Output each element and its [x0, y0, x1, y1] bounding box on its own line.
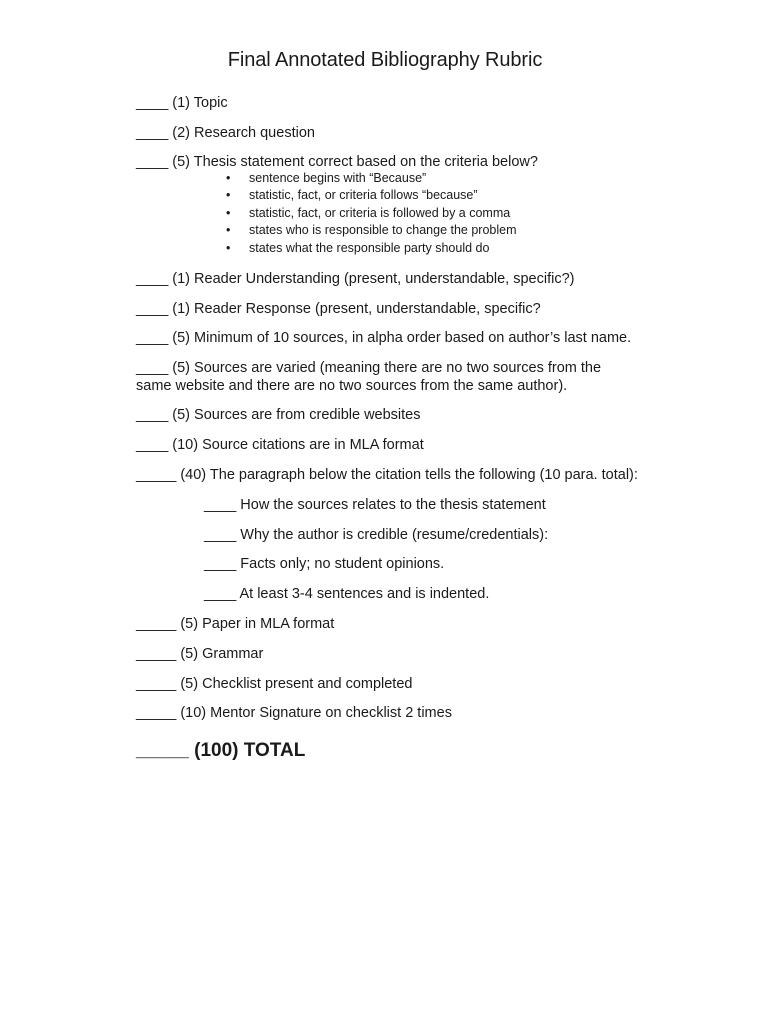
bullet-icon: • [226, 188, 231, 203]
paragraph-subitem-sentences: ____ At least 3-4 sentences and is indented. [204, 586, 490, 602]
thesis-criteria-list [222, 170, 517, 257]
list-item [222, 187, 517, 204]
rubric-item-topic: ____ (1) Topic [136, 95, 228, 111]
rubric-item-reader-response: ____ (1) Reader Response (present, understandable, specific? [136, 301, 541, 317]
list-item [222, 170, 517, 187]
rubric-item-credible-websites: ____ (5) Sources are from credible websites [136, 407, 421, 423]
criteria-text: statistic, fact, or criteria follows “because” [249, 188, 478, 203]
criteria-text: statistic, fact, or criteria is followed by a comma [249, 205, 511, 220]
list-item [222, 205, 517, 222]
rubric-item-sources-varied: ____ (5) Sources are varied (meaning there are no two sources from the same website and there are no two sources from the same author). [136, 360, 602, 394]
criteria-text: states who is responsible to change the problem [249, 223, 517, 238]
rubric-item-paper-mla: _____ (5) Paper in MLA format [136, 616, 335, 632]
bullet-icon: • [226, 240, 231, 255]
rubric-item-mentor-signature: _____ (10) Mentor Signature on checklist 2 times [136, 705, 452, 721]
paragraph-subitem-author-credible: ____ Why the author is credible (resume/credentials): [204, 527, 549, 543]
rubric-item-mla-citations: ____ (10) Source citations are in MLA format [136, 437, 424, 453]
rubric-total: _____ (100) TOTAL [136, 740, 306, 761]
rubric-item-research-question: ____ (2) Research question [136, 125, 315, 141]
rubric-item-reader-understanding: ____ (1) Reader Understanding (present, understandable, specific?) [136, 271, 575, 287]
rubric-item-minimum-sources: ____ (5) Minimum of 10 sources, in alpha order based on author’s last name. [136, 330, 632, 346]
page-title: Final Annotated Bibliography Rubric [227, 49, 543, 71]
rubric-item-thesis: ____ (5) Thesis statement correct based on the criteria below? [136, 154, 538, 170]
bullet-icon: • [226, 223, 231, 238]
bullet-icon: • [226, 171, 231, 185]
paragraph-subitem-facts-only: ____ Facts only; no student opinions. [204, 556, 445, 572]
list-item [222, 222, 517, 239]
bullet-icon: • [226, 205, 231, 220]
criteria-text: sentence begins with “Because” [249, 171, 427, 185]
rubric-item-checklist: _____ (5) Checklist present and completed [136, 676, 413, 692]
list-item [222, 240, 517, 257]
rubric-item-paragraph: _____ (40) The paragraph below the citation tells the following (10 para. total): [136, 467, 638, 483]
paragraph-subitem-thesis-relation: ____ How the sources relates to the thesis statement [204, 497, 546, 513]
rubric-item-grammar: _____ (5) Grammar [136, 646, 264, 662]
criteria-text: states what the responsible party should do [249, 240, 490, 255]
